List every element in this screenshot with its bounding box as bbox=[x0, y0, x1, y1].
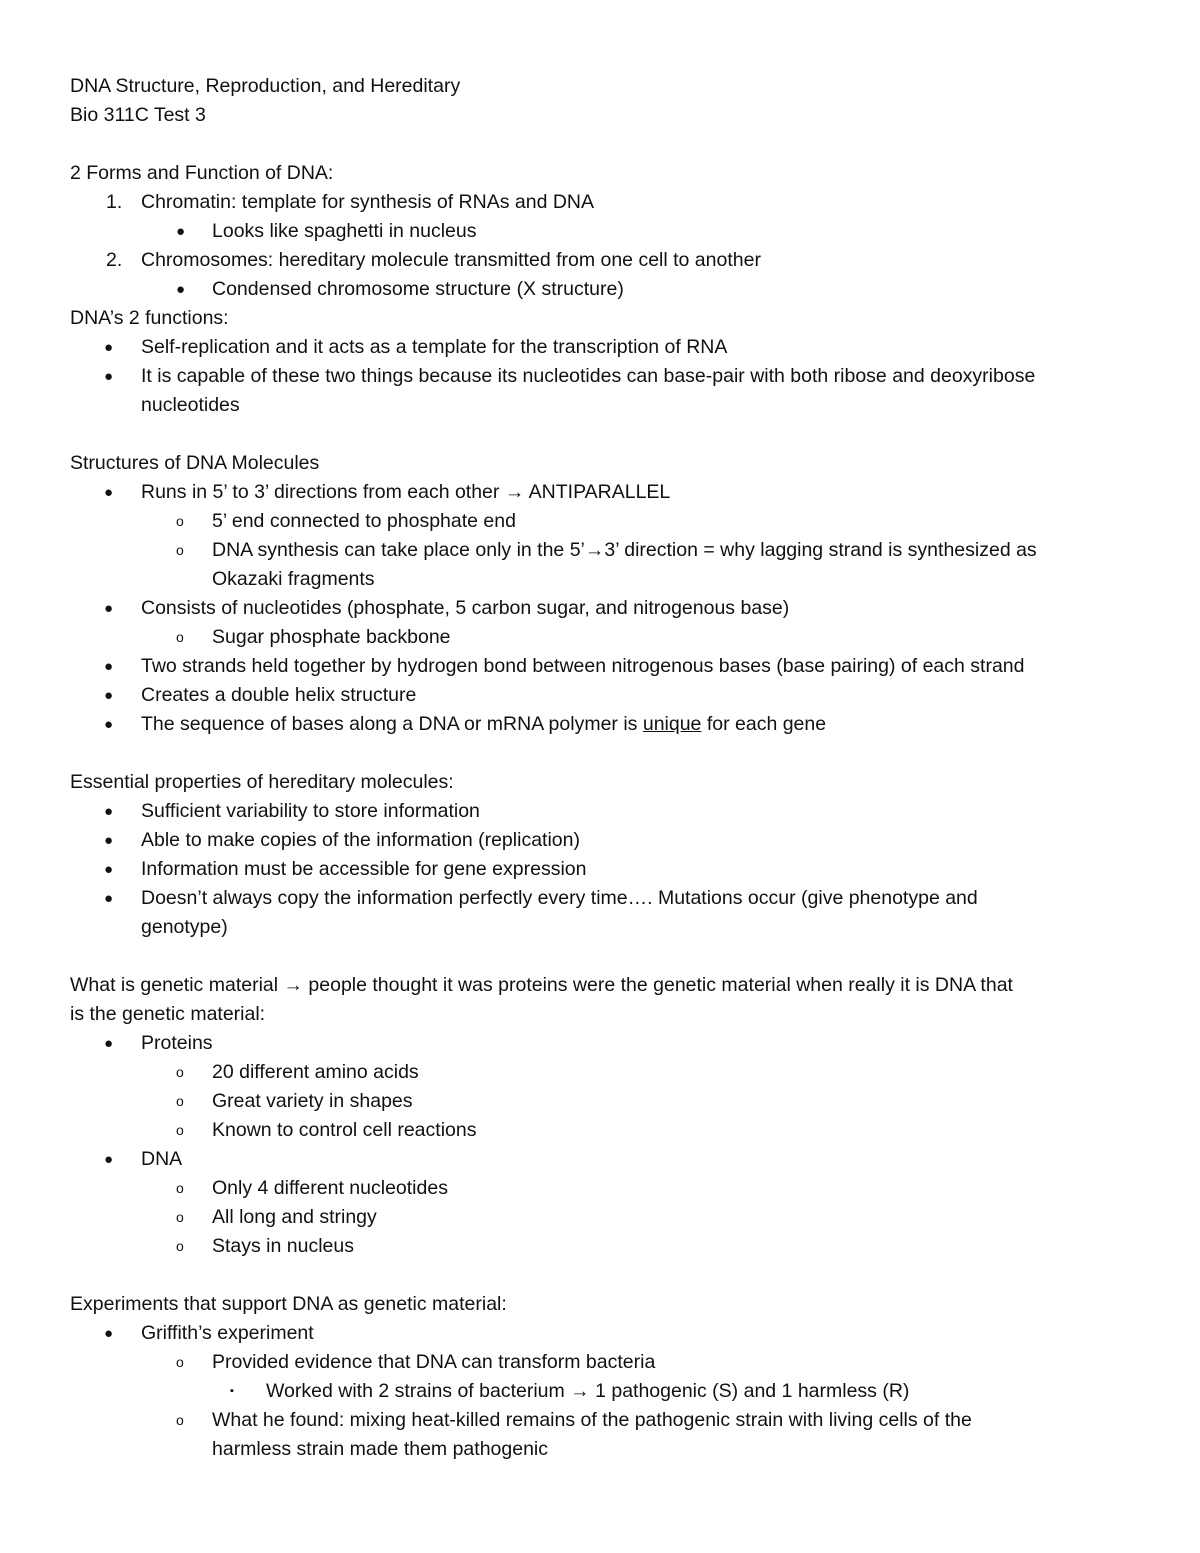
list-item-continuation: harmless strain made them pathogenic bbox=[212, 1438, 549, 1460]
list-item bbox=[70, 362, 1140, 391]
document-body bbox=[70, 72, 1140, 1464]
list-item-text: Doesn’t always copy the information perfectly every time…. Mutations occur (give phenotype and bbox=[141, 887, 978, 909]
list-item-text: All long and stringy bbox=[212, 1206, 377, 1228]
list-item-text: Sufficient variability to store information bbox=[141, 800, 480, 822]
list-item-text: Two strands held together by hydrogen bond between nitrogenous bases (base pairing) of each strand bbox=[141, 655, 1025, 677]
list-item bbox=[70, 1406, 1140, 1435]
circle-bullet-icon: o bbox=[176, 1093, 184, 1109]
list-item bbox=[70, 594, 1140, 623]
list-item bbox=[70, 710, 1140, 739]
list-item-text: Worked with 2 strains of bacterium → 1 pathogenic (S) and 1 harmless (R) bbox=[266, 1380, 910, 1402]
list-item bbox=[70, 246, 1140, 275]
list-item-text: Condensed chromosome structure (X structure) bbox=[212, 278, 624, 300]
list-item bbox=[70, 275, 1140, 304]
bullet-icon: ● bbox=[176, 223, 186, 240]
circle-bullet-icon: o bbox=[176, 513, 184, 529]
list-item bbox=[70, 652, 1140, 681]
list-item-text: Runs in 5’ to 3’ directions from each other → ANTIPARALLEL bbox=[141, 481, 671, 503]
text-run: for each gene bbox=[701, 713, 827, 735]
list-item-text: Consists of nucleotides (phosphate, 5 carbon sugar, and nitrogenous base) bbox=[141, 597, 790, 619]
doc-subtitle: Bio 311C Test 3 bbox=[70, 104, 206, 126]
list-item-continuation: Okazaki fragments bbox=[212, 568, 375, 590]
spacer bbox=[70, 130, 1140, 159]
list-item bbox=[70, 478, 1140, 507]
list-number: 1. bbox=[106, 191, 123, 213]
bullet-icon: ● bbox=[104, 368, 114, 385]
bullet-icon: ● bbox=[104, 832, 114, 849]
list-item bbox=[70, 797, 1140, 826]
section-heading-continuation: is the genetic material: bbox=[70, 1003, 266, 1025]
bullet-icon: ● bbox=[104, 1151, 114, 1168]
circle-bullet-icon: o bbox=[176, 1354, 184, 1370]
section-heading: Experiments that support DNA as genetic material: bbox=[70, 1293, 507, 1315]
list-item bbox=[70, 884, 1140, 913]
bullet-icon: ● bbox=[104, 658, 114, 675]
list-item-continuation: nucleotides bbox=[141, 394, 240, 416]
list-item-text: Able to make copies of the information (replication) bbox=[141, 829, 580, 851]
spacer bbox=[70, 420, 1140, 449]
list-item-text: DNA bbox=[141, 1148, 183, 1170]
circle-bullet-icon: o bbox=[176, 1180, 184, 1196]
list-item bbox=[70, 1116, 1140, 1145]
circle-bullet-icon: o bbox=[176, 629, 184, 645]
list-item bbox=[70, 1145, 1140, 1174]
list-item bbox=[70, 1087, 1140, 1116]
section-heading: DNA’s 2 functions: bbox=[70, 307, 229, 329]
section-heading: Structures of DNA Molecules bbox=[70, 452, 320, 474]
list-item bbox=[70, 826, 1140, 855]
list-item bbox=[70, 333, 1140, 362]
list-item bbox=[70, 1029, 1140, 1058]
bullet-icon: ● bbox=[104, 687, 114, 704]
list-item bbox=[70, 536, 1140, 565]
bullet-icon: ● bbox=[104, 803, 114, 820]
list-item-text: Looks like spaghetti in nucleus bbox=[212, 220, 477, 242]
list-item-text: 20 different amino acids bbox=[212, 1061, 419, 1083]
list-item bbox=[70, 1319, 1140, 1348]
list-item-text: Provided evidence that DNA can transform bacteria bbox=[212, 1351, 656, 1373]
list-item bbox=[70, 188, 1140, 217]
list-item-continuation: genotype) bbox=[141, 916, 228, 938]
list-number: 2. bbox=[106, 249, 123, 271]
bullet-icon: ● bbox=[104, 1325, 114, 1342]
circle-bullet-icon: o bbox=[176, 1122, 184, 1138]
spacer bbox=[70, 739, 1140, 768]
bullet-icon: ● bbox=[104, 484, 114, 501]
bullet-icon: ● bbox=[104, 1035, 114, 1052]
square-bullet-icon: ▪ bbox=[230, 1385, 234, 1397]
bullet-icon: ● bbox=[104, 339, 114, 356]
list-item-text: 5’ end connected to phosphate end bbox=[212, 510, 516, 532]
circle-bullet-icon: o bbox=[176, 1238, 184, 1254]
list-item-text: Self-replication and it acts as a template for the transcription of RNA bbox=[141, 336, 728, 358]
bullet-icon: ● bbox=[104, 600, 114, 617]
list-item-text: Information must be accessible for gene expression bbox=[141, 858, 587, 880]
list-item-text: Known to control cell reactions bbox=[212, 1119, 477, 1141]
list-item-text: Creates a double helix structure bbox=[141, 684, 417, 706]
bullet-icon: ● bbox=[104, 861, 114, 878]
list-item bbox=[70, 1203, 1140, 1232]
text-run: The sequence of bases along a DNA or mRNA polymer is bbox=[141, 713, 643, 735]
list-item bbox=[70, 623, 1140, 652]
underlined-text: unique bbox=[642, 713, 702, 735]
spacer bbox=[70, 942, 1140, 971]
bullet-icon: ● bbox=[104, 890, 114, 907]
list-item-text: Sugar phosphate backbone bbox=[212, 626, 451, 648]
list-item bbox=[70, 1058, 1140, 1087]
list-item bbox=[70, 507, 1140, 536]
list-item-text: Chromosomes: hereditary molecule transmitted from one cell to another bbox=[141, 249, 761, 271]
bullet-icon: ● bbox=[104, 716, 114, 733]
list-item-text: Proteins bbox=[141, 1032, 213, 1054]
section-heading: 2 Forms and Function of DNA: bbox=[70, 162, 334, 184]
circle-bullet-icon: o bbox=[176, 1064, 184, 1080]
spacer bbox=[70, 1261, 1140, 1290]
list-item-text: DNA synthesis can take place only in the 5’→3’ direction = why lagging strand is synthesized as bbox=[212, 539, 1037, 561]
list-item-text: Stays in nucleus bbox=[212, 1235, 354, 1257]
list-item bbox=[70, 681, 1140, 710]
list-item bbox=[70, 217, 1140, 246]
bullet-icon: ● bbox=[176, 281, 186, 298]
list-item-text: Great variety in shapes bbox=[212, 1090, 413, 1112]
list-item bbox=[70, 1348, 1140, 1377]
list-item bbox=[70, 1174, 1140, 1203]
list-item-text: Chromatin: template for synthesis of RNAs and DNA bbox=[141, 191, 595, 213]
list-item-text: Griffith’s experiment bbox=[141, 1322, 314, 1344]
circle-bullet-icon: o bbox=[176, 1412, 184, 1428]
list-item bbox=[70, 1377, 1140, 1406]
list-item-text bbox=[141, 713, 826, 735]
doc-title: DNA Structure, Reproduction, and Hereditary bbox=[70, 75, 461, 97]
circle-bullet-icon: o bbox=[176, 542, 184, 558]
circle-bullet-icon: o bbox=[176, 1209, 184, 1225]
list-item-text: It is capable of these two things because its nucleotides can base-pair with both ribose and deoxyribose bbox=[141, 365, 1036, 387]
section-heading: Essential properties of hereditary molecules: bbox=[70, 771, 454, 793]
list-item-text: Only 4 different nucleotides bbox=[212, 1177, 448, 1199]
list-item bbox=[70, 1232, 1140, 1261]
list-item-text: What he found: mixing heat-killed remains of the pathogenic strain with living cells of the bbox=[212, 1409, 972, 1431]
section-heading: What is genetic material → people thought it was proteins were the genetic material when really it is DNA that bbox=[70, 974, 1013, 996]
list-item bbox=[70, 855, 1140, 884]
